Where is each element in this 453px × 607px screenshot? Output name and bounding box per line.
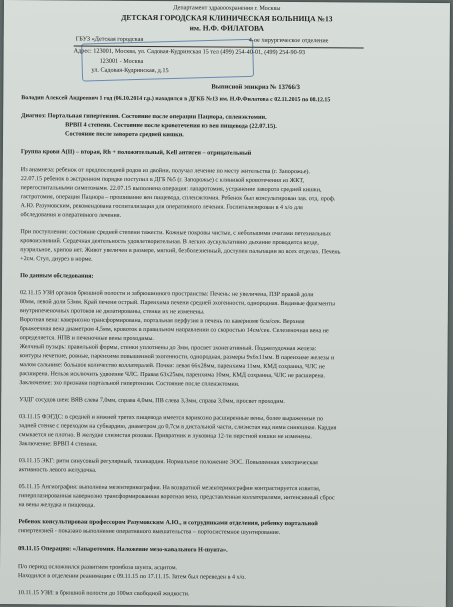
document-title: Выписной эпикриз № 13766/3 xyxy=(211,83,300,92)
hospital-named-after: им. Н.Ф. ФИЛАТОВА xyxy=(189,23,265,33)
angio-line-1: 05.11.15 Ангиография: выполнена мезентерикография. На возвратной мезентерикографии контрастируется извитая, xyxy=(18,484,321,493)
consult-line-2: гипертензией - показано выполнение оперативного вмешательства – портосистемное шунтирование. xyxy=(18,528,281,536)
fgds-line-3: смыкается не плотно. В желудке слизистая розовая. Привратник и луковица 12-ти перстной кишки не изменены. xyxy=(18,432,312,441)
us-line-7: Желчный пузырь: правильной формы, стенки уплотнены до 3мм, просвет эхонегативный. Поджелудочная железа: xyxy=(19,344,317,353)
anamnesis-line-6: обследования и оперативного лечения. xyxy=(20,212,122,219)
admission-line-4: +2см. Стул, диурез в норме. xyxy=(20,256,93,263)
operation-line: 09.11.15 Операция: «Лапаротомия. Наложение мезо-кавального Н-шунта». xyxy=(18,545,228,554)
anamnesis-line-5: А.Ю. Разумовским, рекомендована госпитализация для оперативного лечения. Госпитализирован в 4 х/о для xyxy=(20,203,303,212)
us-line-5: брыжеечная вена диаметром 4,5мм, кровоток в правильном направлении со скоростью 14см/сек. Селезеночная вена не xyxy=(19,326,329,335)
hospital-name: ДЕТСКАЯ ГОРОДСКАЯ КЛИНИЧЕСКАЯ БОЛЬНИЦА №13 xyxy=(121,12,333,24)
stamp-org: ГБУЗ «Детская городская xyxy=(75,35,144,43)
anamnesis-line-4: гастротомия, операция Пацнора – прошивание вен пищевода, спленэктомия. Ребенок был консультирован зав. отд. проф. xyxy=(20,194,336,203)
us-line-3: внутрипеченочных протоков не дилатированы, стенки их не изменены. xyxy=(19,308,205,316)
anamnesis-line-3: перегоспитальными симптомами. 22.07.15 выполнена операция: лапаротомия, устранение заворота средней кишки, xyxy=(20,185,322,194)
us-line-8: контуры нечеткие, ровные, паренхима повышенной эхогенности, однородная, размеры 9х6х11мм. В паренхиме железы и xyxy=(19,353,335,362)
us-conclusion: Заключение: эхо признаки портальной гипертензии. Состояние после спленэктомии. xyxy=(19,380,240,388)
ekg-line-1: 03.11.15 ЭКГ: ритм синусовый регулярный, тахикардия. Нормальное положение ЭОС. Повышенная электрическая xyxy=(18,458,318,467)
postop-line-1: П/о период осложнился развитием тромбоза шунта, асцитом. xyxy=(18,564,178,572)
diagnosis-line-2: ВРВП 4 степени. Состояние после кровотечения из вен пищевода (22.07.15). xyxy=(65,121,277,130)
us-line-2: 80мм, левой доли 53мм. Край печени острый. Паренхима печени средней эхогенности, однородная. Видимые фрагменты xyxy=(19,299,335,308)
fgds-line-1: 03.11.15 ФЭГДС: в средней и нижней третях пищевода имеется варикозно расширенные вены, более выраженные по xyxy=(19,414,324,423)
postop-line-2: Находился в отделении реанимации с 09.11.15 по 17.11.15. Затем был переведен в 4 х/о. xyxy=(17,573,246,581)
angio-line-2: гиперплазированная кавернозно трансформированная воротная вена, представленная коллатералями, интенсивный сброс xyxy=(18,493,335,502)
us-line-10: расширена. Нельзя исключить удвоение ЧЛС. Правая 63х25мм, паренхима 10мм, КМД сохранна, ЧЛС не расширена. xyxy=(19,371,326,380)
admission-line-2: кровоизлияний. Сердечная деятельность удовлетворительная. В легких аускультативно дыхание проводится везде, xyxy=(20,238,319,247)
stamp-line-2: 123001 - Москва xyxy=(99,57,144,65)
fgds-conclusion: Заключение: ВРВП 4 степени. xyxy=(18,441,98,448)
admission-line-3: пуэрильное, хрипов нет. Живот увеличен в размере, мягкий, безболезненный, доступен пальпации во всех отделах. Печень xyxy=(20,247,341,256)
us-line-6: определяется. НПВ и печеночные вены проходимы. xyxy=(19,335,155,343)
anamnesis-line-2: 22.07.15 ребенок в экстренном порядке поступил в ДГБ №5 (г. Запорожье) с клиникой кровотечения из ЖКТ, xyxy=(20,176,304,185)
blood-group: Группа крови А(II) – вторая, Rh + положительный, Kell антиген – отрицательный xyxy=(20,148,252,157)
us-line-1: 02.11.15 УЗИ органов брюшной полости и забрюшинного пространства: Печень: не увеличена, ПЗР правой доли xyxy=(19,290,314,299)
diagnosis-line-1: Диагноз: Портальная гипертензия. Состояние после операции Пацнора, спленэктомии. xyxy=(21,112,267,121)
us-line-4: Воротная вена: кавернозно трансформирована, портальная перфузия в печень по каверноме 6см/сек. Верхняя xyxy=(19,317,305,326)
patient-line: Володин Алексей Андреевич 1 год (06.10.2014 г.р.) находился в ДГКБ №13 им. Н.Ф.Филатова с 02.11.2015 по 08.12.15 xyxy=(21,95,331,104)
unit-line: 4-ое хирургическое отделение xyxy=(248,36,329,45)
ekg-line-2: активность левого желудочка. xyxy=(18,467,97,474)
consult-line-1: Ребенок консультирован профессором Разумовским А.Ю., и сотрудниками отделения, ребенку портальной xyxy=(18,518,318,528)
stamp-line-3: ул. Садовая-Кудринская, д.15 xyxy=(91,66,169,75)
us-line-9: малом сальнике: большое количество коллатералей. Почки: левая 66х28мм, паренхима 11мм, КМД сохранна, ЧЛС не xyxy=(19,362,325,371)
us2-line-1: 10.11.15 УЗИ: в брюшной полости до 100мл свободной жидкости. xyxy=(17,590,190,598)
admission-line-1: При поступлении: состояние средней степени тяжести. Кожные покровы чистые, с небольшими очагами петехиальных xyxy=(20,229,332,238)
department-line: Департамент здравоохранения г. Москвы xyxy=(173,5,281,12)
uzdg-line: УЗДГ сосудов шеи: ВЯВ слева 7,0мм, справа 4,0мм, ПВ слева 3,3мм, справа 3,0мм, просвет проходим. xyxy=(19,397,285,405)
address-line: Адрес: 123001, Москва, ул. Садовая-Кудринская 15 тел (499) 254-40-01, (499) 254-90-93 xyxy=(73,47,305,57)
exam-section-title: По данным обследования: xyxy=(20,272,94,280)
anamnesis-line-1: Из анамнеза: ребенок от предпоследней родов из двойни, получал лечение по месту жительства (г. Запорожье). xyxy=(20,167,310,176)
diagnosis-line-3: Состояние после заворота средней кишки. xyxy=(65,130,184,139)
fgds-line-2: задней стенке с переходом на субкардию, диаметром до 0,7см в дистальной части, слизистая над ними синюшная. Кардия xyxy=(19,423,337,432)
angio-line-3: на вены желудка и пищевода. xyxy=(18,502,95,509)
